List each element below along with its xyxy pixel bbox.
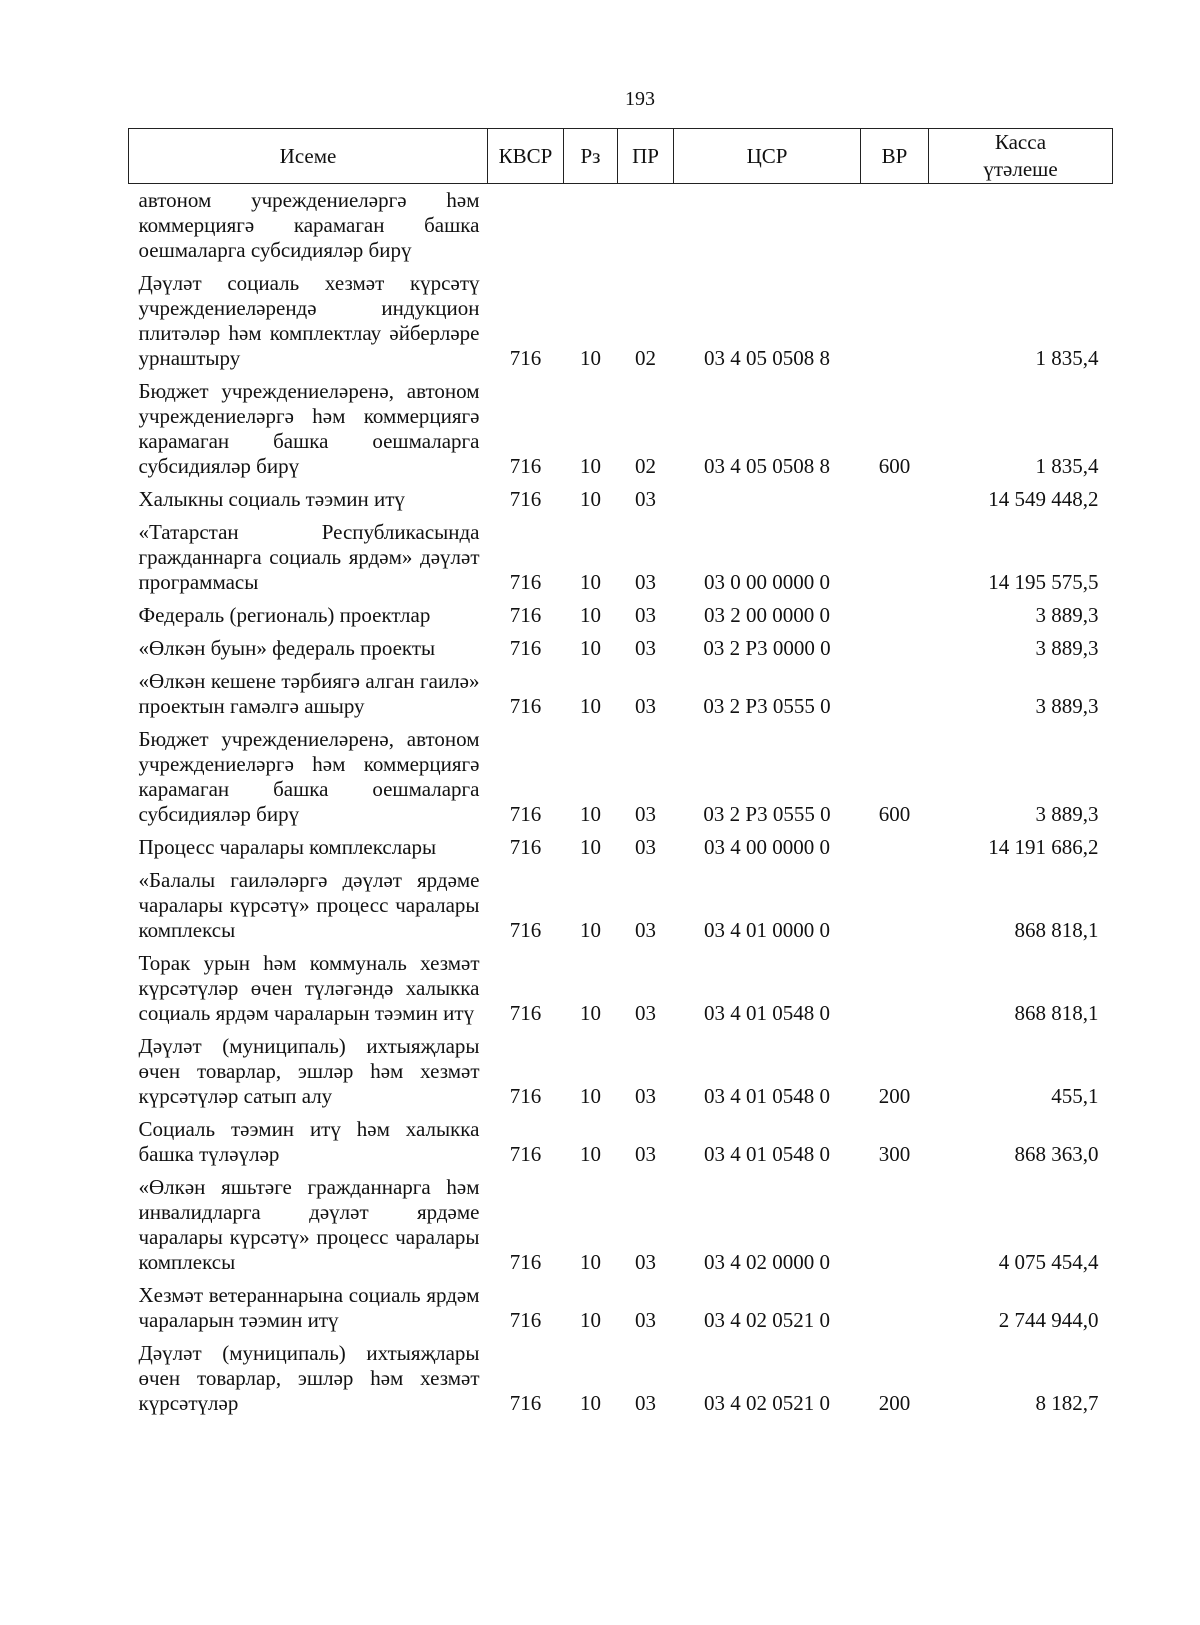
cell-name: Процесс чаралары комплекслары (138, 835, 437, 859)
cell-kvsr: 716 (509, 636, 542, 660)
cell-vr (861, 831, 929, 864)
cell-kvsr: 716 (509, 346, 542, 370)
cell-kvsr: 716 (509, 1142, 542, 1166)
cell-amount: 14 549 448,2 (988, 487, 1099, 511)
cell-csr (674, 184, 861, 268)
cell-amount: 3 889,3 (1035, 636, 1099, 660)
cell-pr: 03 (635, 694, 656, 718)
cell-pr: 02 (635, 346, 656, 370)
cell-name: «Татарстан Республикасында гражданнарга социаль ярдәм» дәүләт программасы (138, 520, 480, 594)
cell-csr: 03 4 05 0508 8 (704, 454, 830, 478)
cell-vr (861, 864, 929, 947)
page-number: 193 (625, 88, 655, 110)
cell-amount: 1 835,4 (1035, 454, 1099, 478)
cell-csr: 03 0 00 0000 0 (704, 570, 830, 594)
cell-pr: 03 (635, 1084, 656, 1108)
table-row (129, 267, 1113, 375)
cell-name: автоном учреждениеләргә һәм коммерциягә карамаган башка оешмаларга субсидияләр бирү (138, 188, 480, 262)
cell-kvsr: 716 (509, 603, 542, 627)
cell-vr (861, 665, 929, 723)
cell-vr: 600 (878, 454, 911, 478)
cell-vr: 200 (878, 1084, 911, 1108)
cell-kvsr: 716 (509, 1391, 542, 1415)
cell-pr: 03 (635, 1308, 656, 1332)
cell-rz: 10 (580, 1142, 601, 1166)
header-amount-line2: үтәлеше (983, 157, 1058, 181)
cell-pr: 02 (635, 454, 656, 478)
header-csr: ЦСР (674, 129, 861, 184)
cell-vr (861, 516, 929, 599)
header-kvsr: КВСР (488, 129, 564, 184)
cell-name: «Өлкән яшьтәге гражданнарга һәм инвалидларга дәүләт ярдәме чаралары күрсәтү» процесс чаралары комплексы (138, 1175, 480, 1274)
cell-name: Халыкны социаль тәэмин итү (138, 487, 405, 511)
cell-pr: 03 (635, 570, 656, 594)
table-body (129, 184, 1113, 1421)
cell-kvsr: 716 (509, 835, 542, 859)
header-amount-line1: Касса (994, 130, 1047, 154)
cell-name: «Өлкән кешене тәрбиягә алган гаилә» проектын гамәлгә ашыру (138, 669, 480, 718)
cell-amount: 3 889,3 (1035, 603, 1099, 627)
cell-pr: 03 (635, 636, 656, 660)
cell-rz: 10 (580, 1250, 601, 1274)
table-row (129, 831, 1113, 864)
cell-vr (861, 267, 929, 375)
cell-rz: 10 (580, 346, 601, 370)
cell-name: Бюджет учреждениеләренә, автоном учреждениеләргә һәм коммерциягә карамаган башка оешмаларга субсидияләр бирү (138, 727, 480, 826)
cell-kvsr (488, 184, 564, 268)
cell-rz: 10 (580, 1001, 601, 1025)
cell-pr: 03 (635, 487, 656, 511)
cell-amount: 3 889,3 (1035, 694, 1099, 718)
cell-amount: 868 363,0 (1014, 1142, 1099, 1166)
header-rz: Рз (564, 129, 618, 184)
cell-name: Дәүләт (муниципаль) ихтыяҗлары өчен товарлар, эшләр һәм хезмәт күрсәтүләр сатып алу (138, 1034, 480, 1108)
cell-vr (861, 599, 929, 632)
header-pr: ПР (618, 129, 674, 184)
cell-amount (929, 184, 1113, 268)
cell-csr: 03 4 02 0521 0 (704, 1308, 830, 1332)
cell-pr: 03 (635, 1250, 656, 1274)
cell-rz: 10 (580, 1084, 601, 1108)
cell-vr: 200 (878, 1391, 911, 1415)
cell-pr: 03 (635, 1142, 656, 1166)
cell-vr (861, 1279, 929, 1337)
cell-kvsr: 716 (509, 1001, 542, 1025)
cell-rz: 10 (580, 918, 601, 942)
table-row (129, 947, 1113, 1030)
cell-amount: 14 195 575,5 (988, 570, 1099, 594)
cell-amount: 455,1 (1051, 1084, 1099, 1108)
cell-vr: 300 (878, 1142, 911, 1166)
cell-kvsr: 716 (509, 918, 542, 942)
cell-name: Торак урын һәм коммуналь хезмәт күрсәтүләр өчен түләгәндә халыкка социаль ярдәм чараларын тәэмин итү (138, 951, 480, 1025)
cell-csr: 03 4 01 0000 0 (704, 918, 830, 942)
table-row (129, 665, 1113, 723)
cell-amount: 1 835,4 (1035, 346, 1099, 370)
header-amount (929, 129, 1113, 184)
cell-pr: 03 (635, 835, 656, 859)
cell-vr (861, 1171, 929, 1279)
table-row (129, 599, 1113, 632)
cell-csr: 03 4 02 0000 0 (704, 1250, 830, 1274)
cell-pr (618, 184, 674, 268)
cell-kvsr: 716 (509, 802, 542, 826)
cell-rz (564, 184, 618, 268)
cell-pr: 03 (635, 1391, 656, 1415)
table-row (129, 1030, 1113, 1113)
cell-amount: 14 191 686,2 (988, 835, 1099, 859)
table-row (129, 1337, 1113, 1420)
cell-name: «Өлкән буын» федераль проекты (138, 636, 436, 660)
cell-rz: 10 (580, 454, 601, 478)
cell-csr: 03 2 Р3 0555 0 (703, 802, 831, 826)
cell-pr: 03 (635, 918, 656, 942)
cell-csr: 03 4 00 0000 0 (704, 835, 830, 859)
cell-rz: 10 (580, 694, 601, 718)
table-row (129, 1171, 1113, 1279)
cell-amount: 3 889,3 (1035, 802, 1099, 826)
cell-vr (861, 947, 929, 1030)
cell-rz: 10 (580, 603, 601, 627)
cell-csr: 03 4 01 0548 0 (704, 1001, 830, 1025)
cell-csr: 03 2 00 0000 0 (704, 603, 830, 627)
table-row (129, 723, 1113, 831)
cell-name: Социаль тәэмин итү һәм халыкка башка түләүләр (138, 1117, 480, 1166)
cell-kvsr: 716 (509, 1308, 542, 1332)
cell-pr: 03 (635, 603, 656, 627)
cell-csr: 03 2 Р3 0555 0 (703, 694, 831, 718)
table-row (129, 1279, 1113, 1337)
cell-rz: 10 (580, 835, 601, 859)
cell-rz: 10 (580, 636, 601, 660)
cell-csr (674, 483, 861, 516)
cell-kvsr: 716 (509, 487, 542, 511)
cell-csr: 03 2 Р3 0000 0 (703, 636, 831, 660)
cell-kvsr: 716 (509, 694, 542, 718)
cell-name: «Балалы гаиләләргә дәүләт ярдәме чаралары күрсәтү» процесс чаралары комплексы (138, 868, 480, 942)
cell-rz: 10 (580, 1391, 601, 1415)
cell-name: Дәүләт социаль хезмәт күрсәтү учреждениеләрендә индукцион плитәләр һәм комплектлау әйберләре урнаштыру (138, 271, 480, 370)
cell-amount: 868 818,1 (1014, 918, 1099, 942)
table-row (129, 516, 1113, 599)
cell-name: Федераль (региональ) проектлар (138, 603, 431, 627)
cell-csr: 03 4 01 0548 0 (704, 1142, 830, 1166)
cell-csr: 03 4 05 0508 8 (704, 346, 830, 370)
cell-vr (861, 632, 929, 665)
table-row (129, 375, 1113, 483)
cell-kvsr: 716 (509, 570, 542, 594)
cell-rz: 10 (580, 1308, 601, 1332)
table-row (129, 864, 1113, 947)
cell-vr: 600 (878, 802, 911, 826)
cell-csr: 03 4 02 0521 0 (704, 1391, 830, 1415)
cell-name: Дәүләт (муниципаль) ихтыяҗлары өчен товарлар, эшләр һәм хезмәт күрсәтүләр (138, 1341, 480, 1415)
table-row (129, 483, 1113, 516)
cell-name: Хезмәт ветераннарына социаль ярдәм чараларын тәэмин итү (138, 1283, 480, 1332)
table-row (129, 632, 1113, 665)
cell-csr: 03 4 01 0548 0 (704, 1084, 830, 1108)
table-row (129, 1113, 1113, 1171)
header-vr: ВР (861, 129, 929, 184)
cell-vr (861, 184, 929, 268)
table-row (129, 184, 1113, 268)
cell-pr: 03 (635, 802, 656, 826)
cell-rz: 10 (580, 802, 601, 826)
cell-pr: 03 (635, 1001, 656, 1025)
budget-table (128, 128, 1113, 1420)
cell-amount: 8 182,7 (1035, 1391, 1099, 1415)
cell-name: Бюджет учреждениеләренә, автоном учреждениеләргә һәм коммерциягә карамаган башка оешмаларга субсидияләр бирү (138, 379, 480, 478)
cell-kvsr: 716 (509, 1250, 542, 1274)
cell-amount: 2 744 944,0 (998, 1308, 1099, 1332)
header-name: Исеме (129, 129, 488, 184)
table-header (129, 129, 1113, 184)
cell-vr (861, 483, 929, 516)
cell-rz: 10 (580, 570, 601, 594)
cell-amount: 4 075 454,4 (998, 1250, 1099, 1274)
cell-kvsr: 716 (509, 454, 542, 478)
cell-kvsr: 716 (509, 1084, 542, 1108)
cell-rz: 10 (580, 487, 601, 511)
cell-amount: 868 818,1 (1014, 1001, 1099, 1025)
